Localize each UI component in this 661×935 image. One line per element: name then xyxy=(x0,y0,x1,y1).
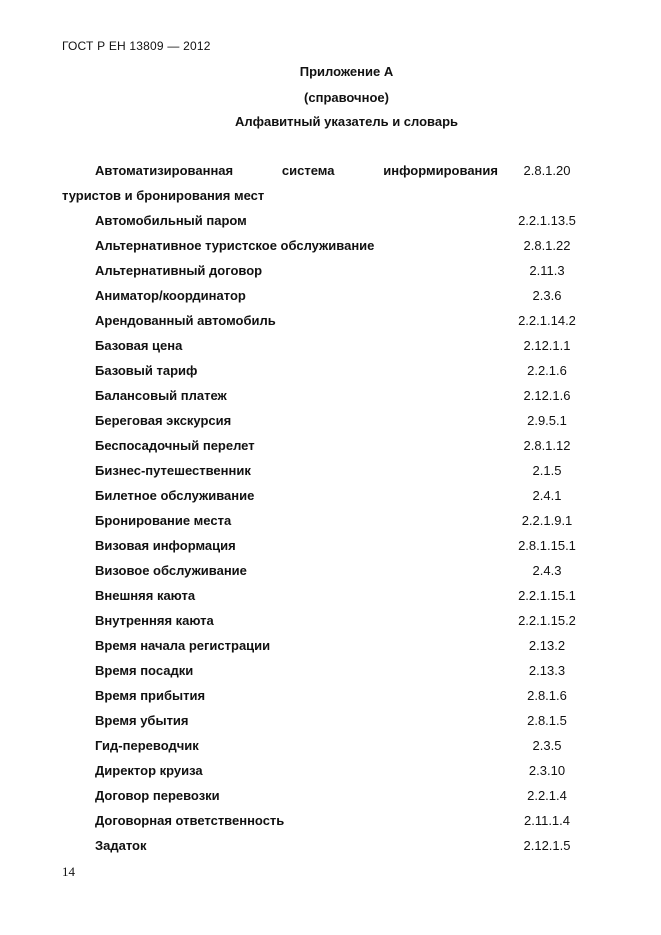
index-ref: 2.2.1.6 xyxy=(527,363,567,378)
index-ref: 2.12.1.5 xyxy=(523,838,571,853)
index-term: Гид-переводчик xyxy=(95,738,199,753)
index-ref: 2.8.1.5 xyxy=(527,713,567,728)
index-term: Беспосадочный перелет xyxy=(95,438,255,453)
index-term: Альтернативное туристское обслуживание xyxy=(95,238,375,253)
index-ref: 2.3.6 xyxy=(532,288,562,303)
index-ref: 2.8.1.15.1 xyxy=(518,538,576,553)
index-entry xyxy=(62,613,602,638)
index-ref: 2.1.5 xyxy=(532,463,562,478)
index-entry xyxy=(62,563,602,588)
index-term: Директор круиза xyxy=(95,763,203,778)
index-entry xyxy=(62,288,602,313)
index-ref: 2.8.1.12 xyxy=(523,438,571,453)
index-ref: 2.8.1.22 xyxy=(523,238,571,253)
index-term: Береговая экскурсия xyxy=(95,413,232,428)
index-entry xyxy=(62,213,602,238)
index-entry xyxy=(62,738,602,763)
index-term-word: информирования xyxy=(383,163,498,178)
index-term: Балансовый платеж xyxy=(95,388,227,403)
index-entry xyxy=(62,238,602,263)
index-term: Бизнес-путешественник xyxy=(95,463,251,478)
index-ref: 2.2.1.14.2 xyxy=(518,313,576,328)
index-entry xyxy=(62,538,602,563)
document-header: ГОСТ Р ЕН 13809 — 2012 xyxy=(62,39,211,53)
index-entry xyxy=(62,663,602,688)
index-term: Договорная ответственность xyxy=(95,813,285,828)
index-term: Время прибытия xyxy=(95,688,206,703)
index-entry xyxy=(62,263,602,288)
index-term: Альтернативный договор xyxy=(95,263,263,278)
index-term: Внешняя каюта xyxy=(95,588,196,603)
index-term: Аниматор/координатор xyxy=(95,288,246,303)
index-term: Внутренняя каюта xyxy=(95,613,214,628)
appendix-name: Алфавитный указатель и словарь xyxy=(234,114,459,129)
index-ref: 2.2.1.9.1 xyxy=(521,513,573,528)
index-entry xyxy=(62,488,602,513)
index-entry xyxy=(62,638,602,663)
index-ref: 2.4.1 xyxy=(532,488,562,503)
index-term: Время посадки xyxy=(95,663,194,678)
index-term: Время убытия xyxy=(95,713,189,728)
index-term: Договор перевозки xyxy=(95,788,220,803)
index-term: Визовое обслуживание xyxy=(95,563,247,578)
index-ref: 2.13.3 xyxy=(528,663,566,678)
index-term: Базовый тариф xyxy=(95,363,198,378)
index-ref: 2.3.10 xyxy=(528,763,566,778)
index-ref: 2.11.1.4 xyxy=(523,813,571,828)
index-ref: 2.2.1.4 xyxy=(527,788,567,803)
page-number: 14 xyxy=(62,864,75,879)
index-term: Билетное обслуживание xyxy=(95,488,255,503)
index-entry xyxy=(62,763,602,788)
index-entry xyxy=(62,363,602,388)
index-ref: 2.12.1.6 xyxy=(523,388,571,403)
index-term: Базовая цена xyxy=(95,338,183,353)
index-entry xyxy=(62,513,602,538)
index-entry xyxy=(62,588,602,613)
index-entry xyxy=(62,688,602,713)
index-term: Автомобильный паром xyxy=(95,213,247,228)
index-ref: 2.13.2 xyxy=(528,638,566,653)
index-entry xyxy=(62,713,602,738)
index-entry xyxy=(62,788,602,813)
index-entry xyxy=(62,338,602,363)
index-term: Время начала регистрации xyxy=(95,638,271,653)
index-entry xyxy=(62,413,602,438)
index-entry xyxy=(62,163,602,213)
appendix-title: Приложение А xyxy=(299,64,394,79)
index-entries xyxy=(62,213,602,863)
index-term-word: Автоматизированная xyxy=(95,163,234,178)
index-ref: 2.11.3 xyxy=(529,263,565,278)
index-term-line-2: туристов и бронирования мест xyxy=(62,188,265,203)
index-ref: 2.9.5.1 xyxy=(527,413,567,428)
index-entry xyxy=(62,813,602,838)
index-entry xyxy=(62,388,602,413)
index-entry xyxy=(62,438,602,463)
index-ref: 2.3.5 xyxy=(532,738,562,753)
index-ref: 2.2.1.13.5 xyxy=(518,213,576,228)
index-ref: 2.2.1.15.1 xyxy=(518,588,576,603)
index-ref: 2.12.1.1 xyxy=(523,338,571,353)
index-entry xyxy=(62,313,602,338)
index-entry xyxy=(62,463,602,488)
index-entry xyxy=(62,838,602,863)
index-ref: 2.8.1.6 xyxy=(527,688,567,703)
index-ref: 2.4.3 xyxy=(532,563,562,578)
index-term: Бронирование места xyxy=(95,513,232,528)
index-term: Арендованный автомобиль xyxy=(95,313,276,328)
alphabetical-index xyxy=(62,163,602,863)
appendix-type: (справочное) xyxy=(304,90,389,105)
index-term-line-1 xyxy=(95,163,498,179)
index-ref: 2.8.1.20 xyxy=(523,163,571,178)
index-term: Задаток xyxy=(95,838,147,853)
index-term-word: система xyxy=(281,163,335,178)
index-ref: 2.2.1.15.2 xyxy=(518,613,576,628)
index-term: Визовая информация xyxy=(95,538,236,553)
